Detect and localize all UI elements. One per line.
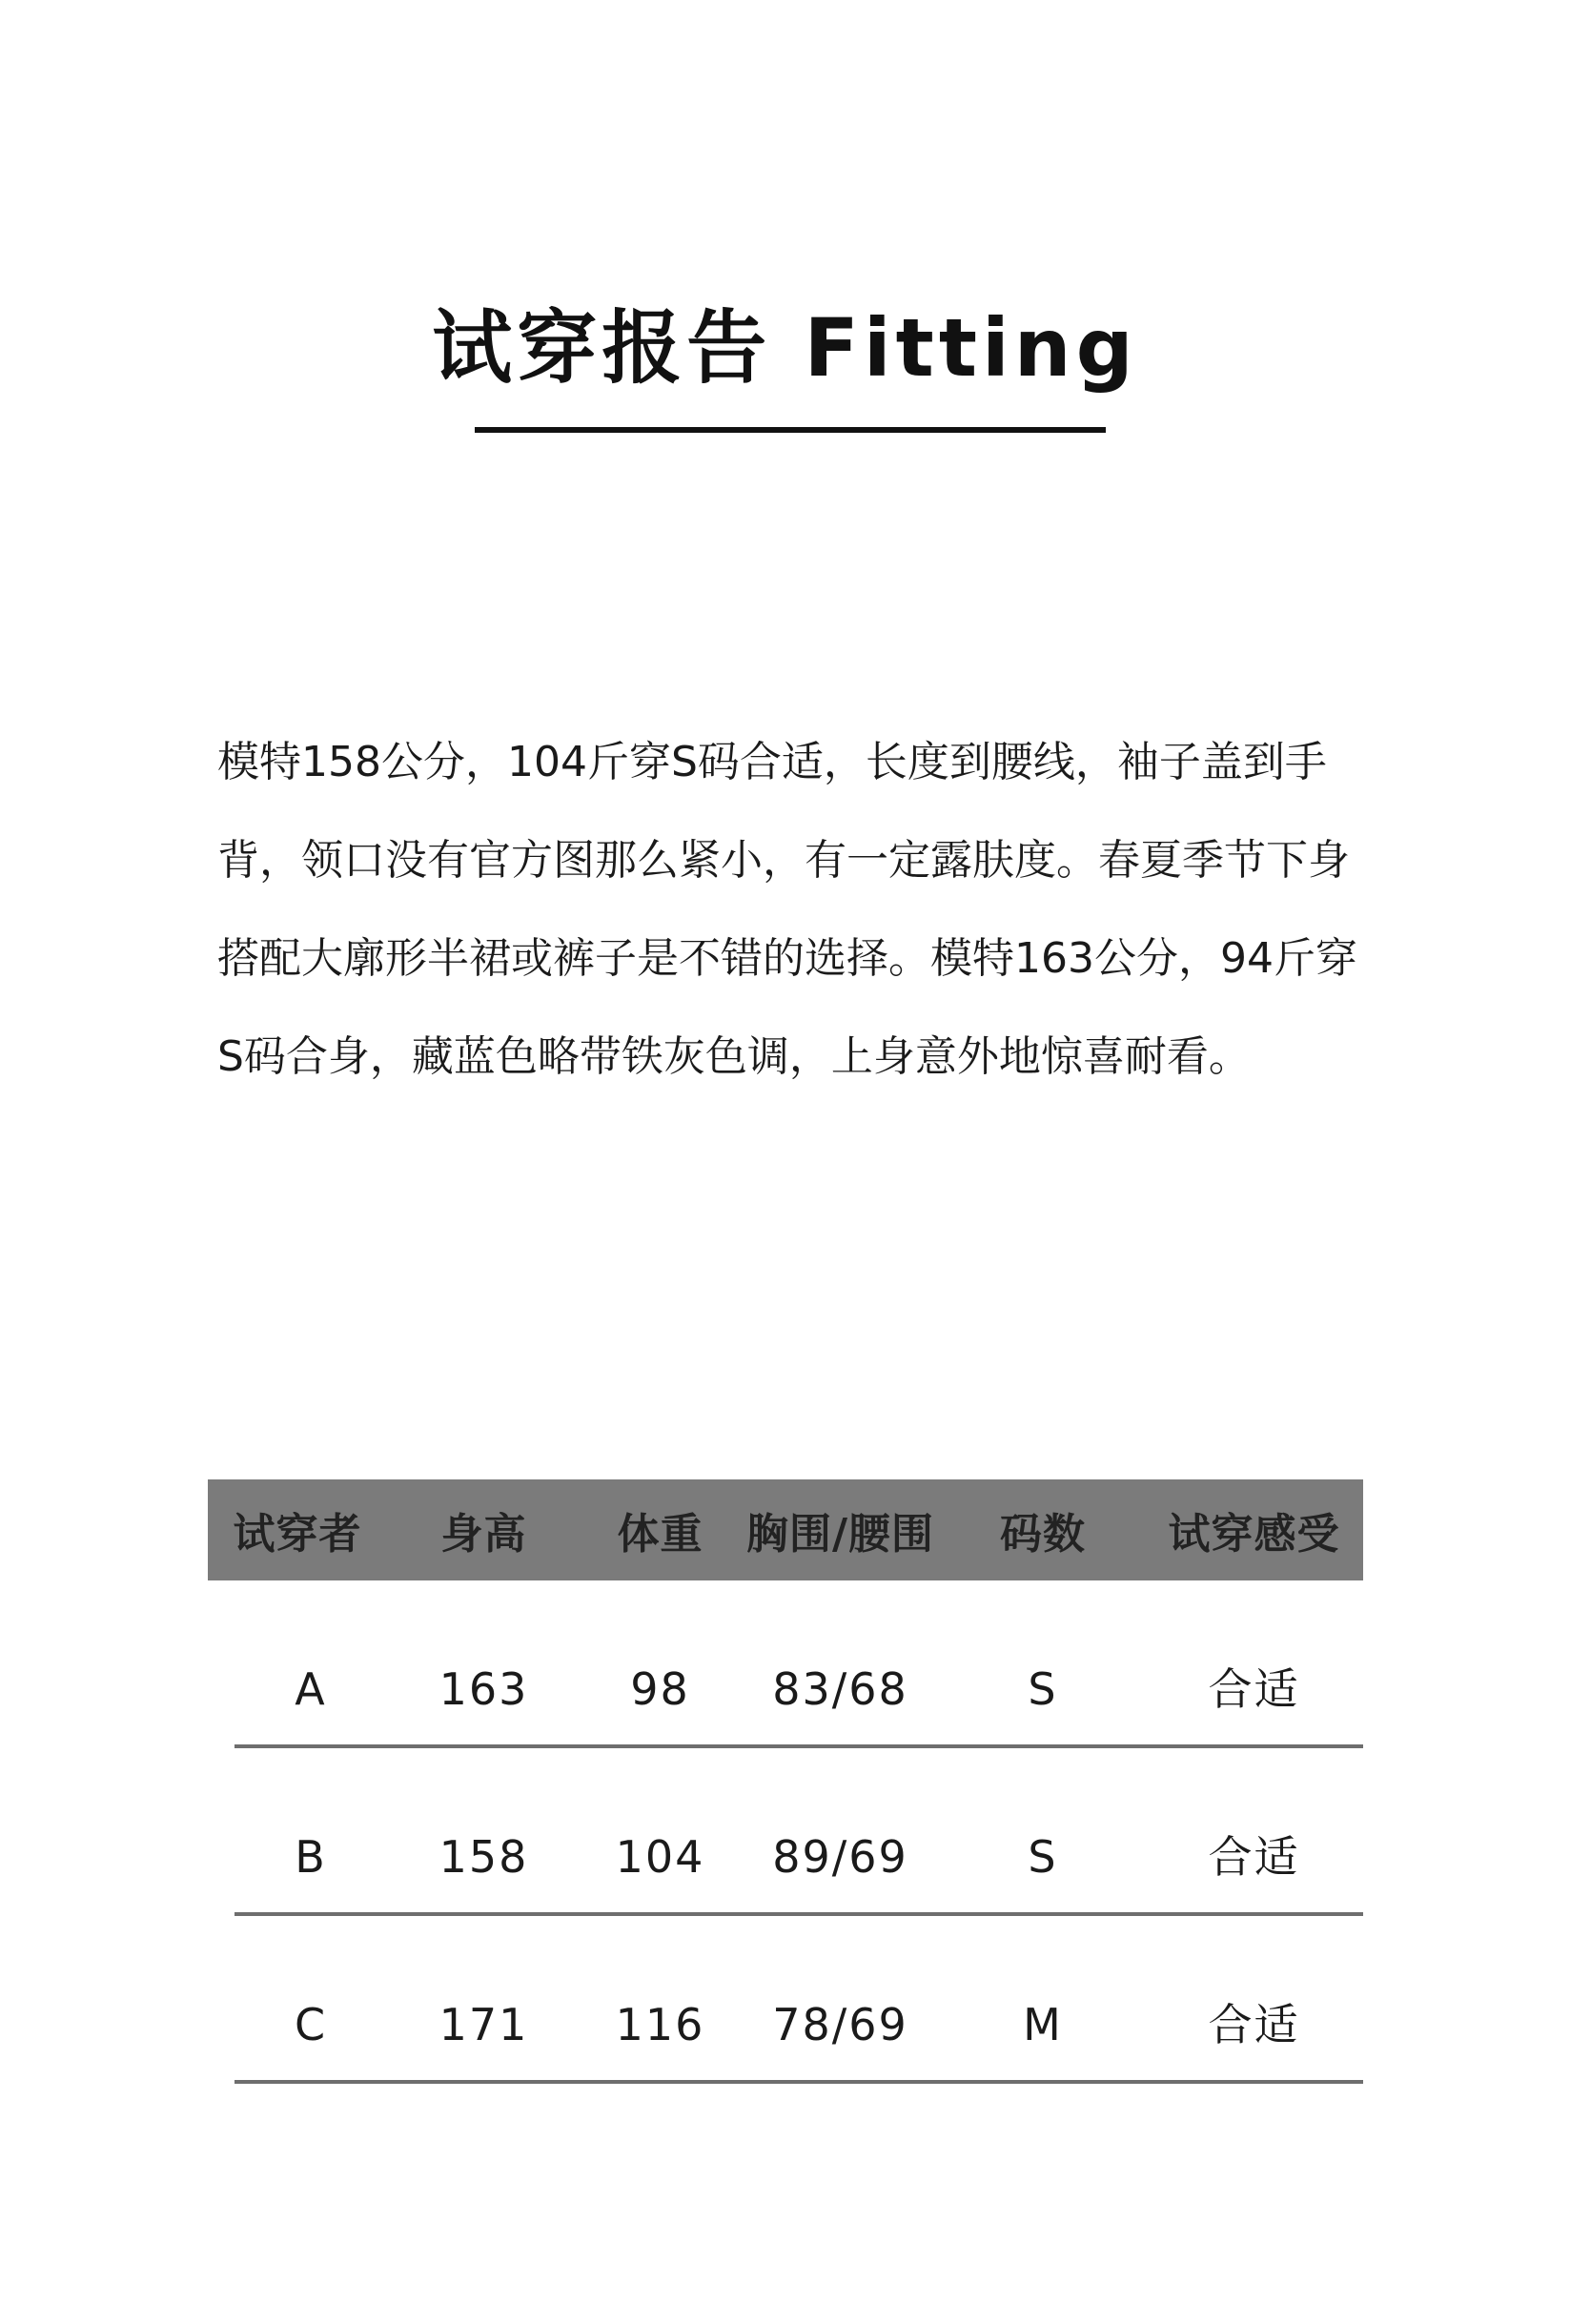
cell-size: M <box>1023 1999 1063 2050</box>
cell-height: 171 <box>438 1999 529 2050</box>
cell-tester: C <box>294 1999 328 2050</box>
page-title: 试穿报告 Fitting <box>432 301 1138 395</box>
table-row <box>234 1580 1363 1748</box>
title-underline <box>475 427 1106 433</box>
title-area <box>0 286 1570 410</box>
header-bust-waist: 胸围/腰围 <box>745 1510 935 1559</box>
cell-bust-waist: 89/69 <box>772 1831 908 1883</box>
cell-height: 158 <box>438 1831 529 1883</box>
header-weight: 体重 <box>617 1510 703 1559</box>
cell-height: 163 <box>438 1663 529 1715</box>
table-header <box>208 1479 1363 1580</box>
cell-size: S <box>1028 1831 1058 1883</box>
header-feeling: 试穿感受 <box>1168 1510 1340 1559</box>
cell-tester: A <box>295 1663 327 1715</box>
cell-bust-waist: 83/68 <box>772 1663 908 1715</box>
header-tester: 试穿者 <box>233 1510 362 1559</box>
cell-weight: 116 <box>615 1999 705 2050</box>
table-row <box>234 1748 1363 1916</box>
cell-weight: 104 <box>615 1831 705 1883</box>
header-size: 码数 <box>1000 1510 1086 1559</box>
table-body <box>234 1580 1363 2084</box>
cell-tester: B <box>295 1831 327 1883</box>
fitting-table <box>208 1479 1363 2050</box>
cell-size: S <box>1028 1663 1058 1715</box>
cell-feeling: 合适 <box>1208 1999 1300 2050</box>
cell-weight: 98 <box>630 1663 690 1715</box>
table-row <box>234 1916 1363 2084</box>
cell-bust-waist: 78/69 <box>772 1999 908 2050</box>
header-height: 身高 <box>440 1510 527 1559</box>
cell-feeling: 合适 <box>1208 1663 1300 1715</box>
cell-feeling: 合适 <box>1208 1831 1300 1883</box>
fitting-description: 模特158公分，104斤穿S码合适，长度到腰线，袖子盖到手背，领口没有官方图那么紧小，有一定露肤度。春夏季节下身搭配大廓形半裙或裤子是不错的选择。模特163公分，94斤穿S码合身，藏蓝色略带铁灰色调，上身意外地惊喜耐看。 <box>217 738 1357 1081</box>
